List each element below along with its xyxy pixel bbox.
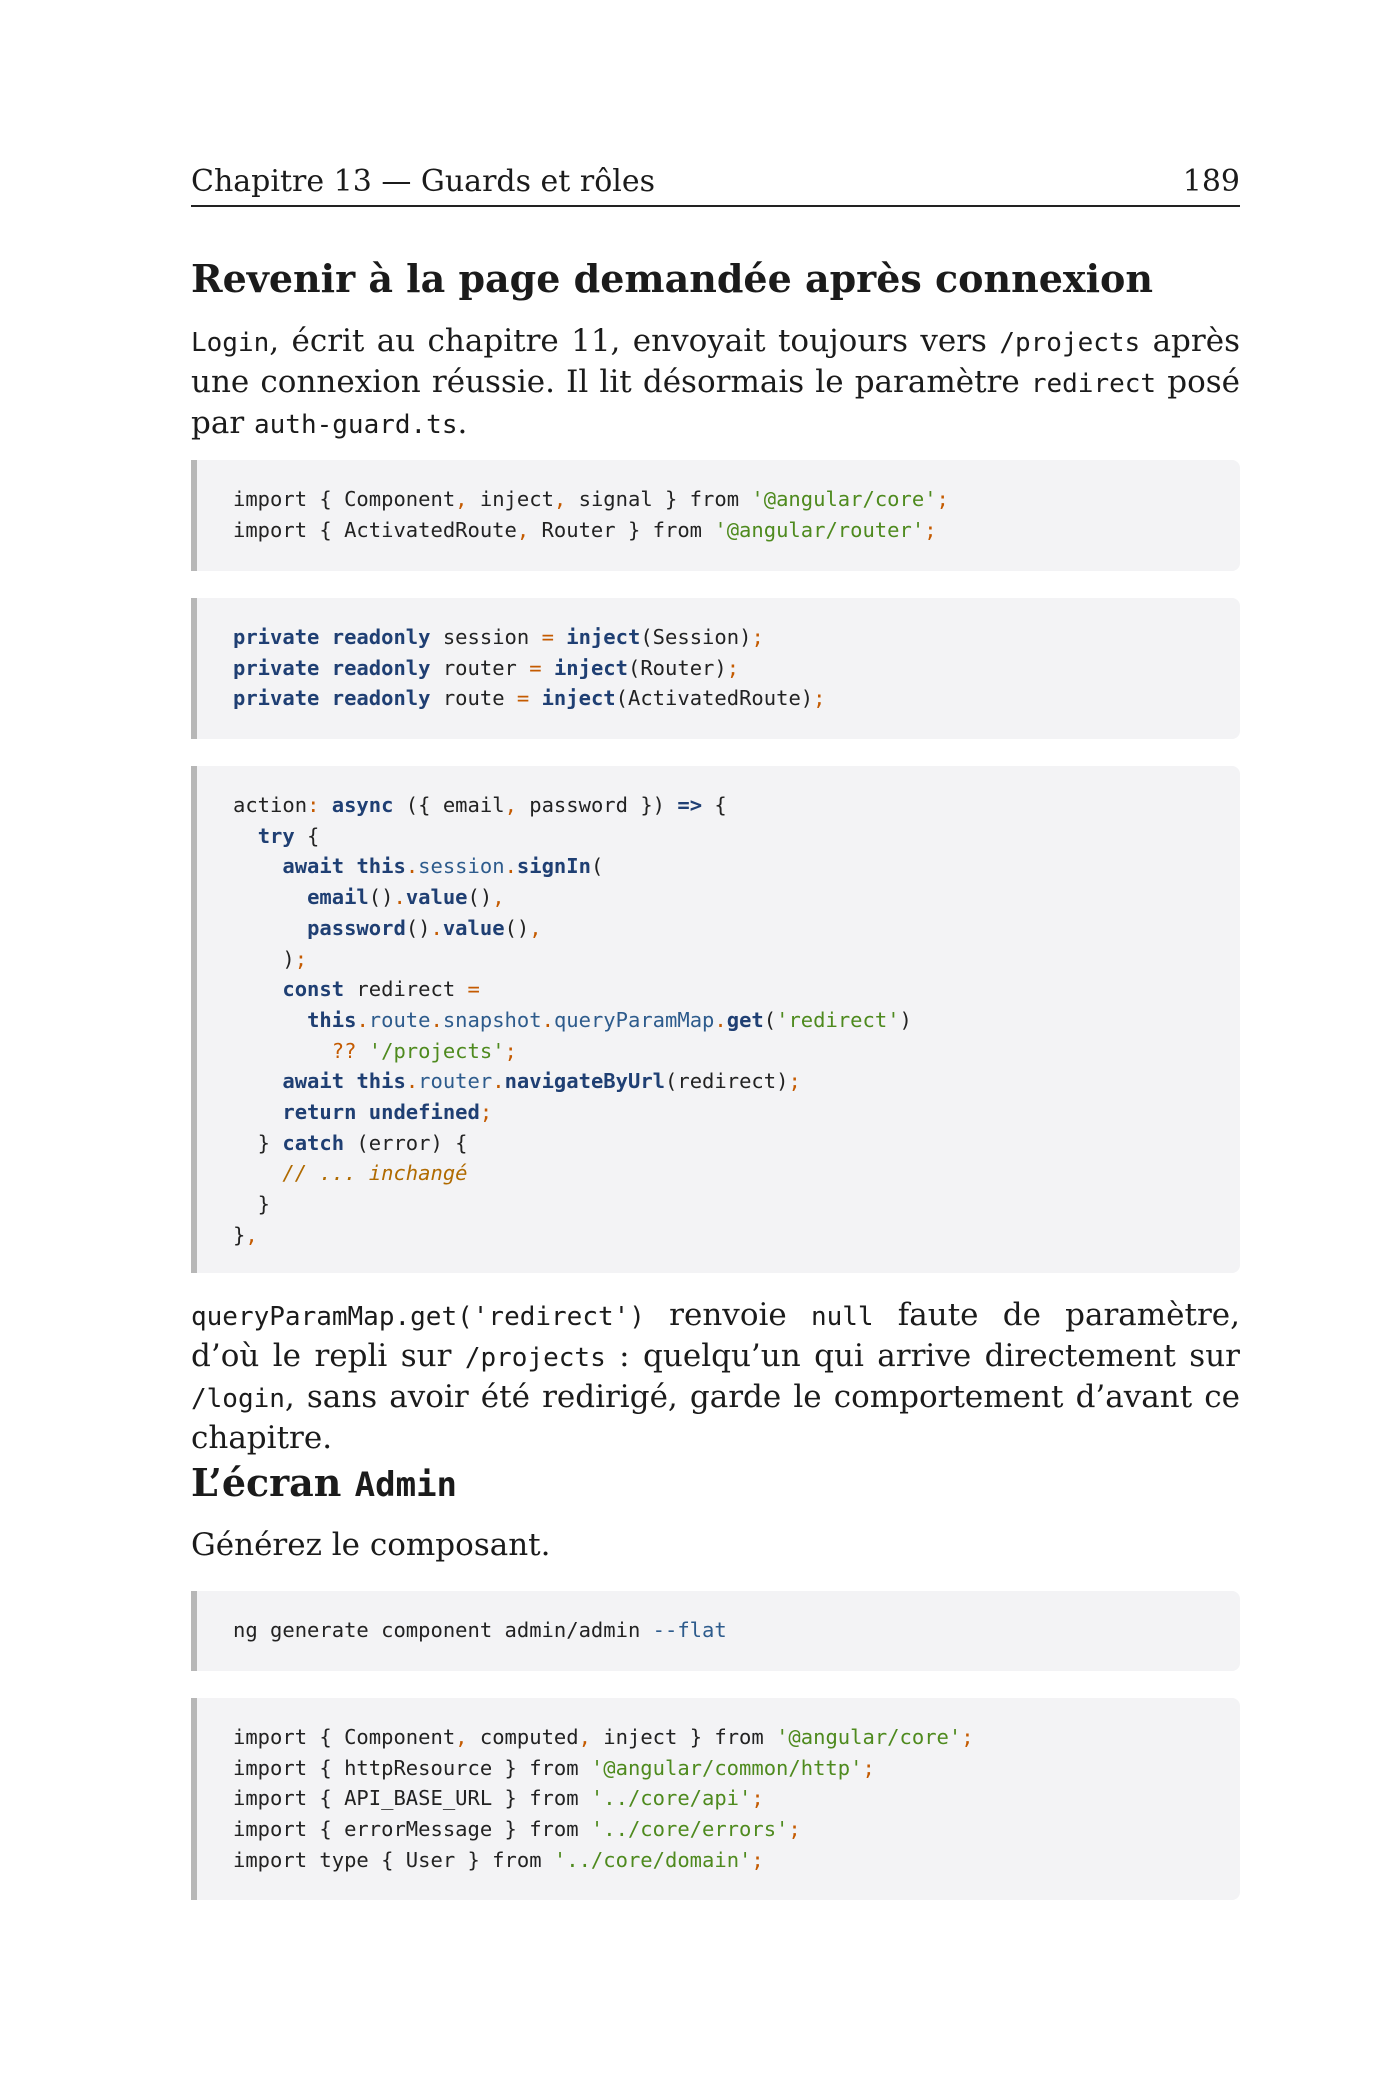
- code-line: }: [233, 1192, 271, 1217]
- code-line: await this.router.navigateByUrl(redirect);: [282, 1069, 801, 1094]
- code-line: this.route.snapshot.queryParamMap.get('redirect'): [307, 1007, 912, 1032]
- code-line: action: async ({ email, password }) => {: [233, 793, 727, 817]
- inline-code: /login: [191, 1384, 285, 1414]
- code-line: import type { User } from '../core/domain';: [233, 1847, 764, 1872]
- code-line: password().value(),: [307, 915, 542, 940]
- code-line: );: [233, 946, 308, 971]
- inline-code: null: [810, 1302, 874, 1332]
- code-line: ?? '/projects';: [331, 1038, 517, 1063]
- code-block-injections: [191, 598, 1240, 739]
- code-line: return undefined;: [282, 1100, 493, 1125]
- code-line: private readonly router = inject(Router);: [233, 655, 740, 680]
- inline-code: /projects: [999, 328, 1141, 358]
- inline-code: redirect: [1030, 369, 1157, 399]
- code-line: try {: [257, 823, 320, 848]
- code-block-action: [191, 766, 1240, 1273]
- code-line: private readonly session = inject(Session);: [233, 625, 764, 649]
- code-line: import { httpResource } from '@angular/common/http';: [233, 1755, 875, 1780]
- code-block-cli: [191, 1591, 1240, 1671]
- page-number: 189: [1182, 164, 1240, 199]
- inline-code: auth-guard.ts: [254, 410, 458, 440]
- explanation-paragraph: queryParamMap.get('redirect') renvoie null faute de paramètre, d’où le repli sur /projects : quelqu’un qui arrive directement sur /login, sans avoir été redirigé, garde le comportement d’avant ce chapitre.: [191, 1297, 1240, 1456]
- code-line: ng generate component admin/admin --flat: [233, 1618, 727, 1642]
- code-line: private readonly route = inject(ActivatedRoute);: [233, 686, 826, 711]
- intro-paragraph: Login, écrit au chapitre 11, envoyait toujours vers /projects après une connexion réussie. Il lit désormais le paramètre redirect posé par auth-guard.ts.: [191, 323, 1240, 441]
- generate-paragraph: Générez le composant.: [191, 1527, 551, 1563]
- inline-code: queryParamMap.get('redirect'): [191, 1302, 645, 1332]
- code-line: import { ActivatedRoute, Router } from '@angular/router';: [233, 517, 937, 542]
- code-block-imports: [191, 460, 1240, 571]
- chapter-title: Chapitre 13 — Guards et rôles: [191, 164, 656, 199]
- code-line: email().value(),: [307, 885, 505, 910]
- code-line: import { Component, computed, inject } from '@angular/core';: [233, 1725, 974, 1749]
- section-heading-redirect: Revenir à la page demandée après connexion: [191, 256, 1153, 301]
- code-line: await this.session.signIn(: [282, 854, 604, 879]
- code-line: const redirect =: [282, 977, 480, 1002]
- code-line: } catch (error) {: [233, 1130, 468, 1155]
- code-line: // ... inchangé: [282, 1161, 468, 1186]
- inline-code: Login: [191, 328, 270, 358]
- code-block-admin-imports: [191, 1698, 1240, 1900]
- code-line: import { API_BASE_URL } from '../core/api';: [233, 1786, 764, 1811]
- running-header: [191, 163, 1240, 207]
- section-heading-admin: L’écran Admin: [191, 1460, 458, 1505]
- heading-code: Admin: [354, 1465, 458, 1505]
- inline-code: /projects: [464, 1343, 606, 1373]
- code-line: import { Component, inject, signal } from '@angular/core';: [233, 487, 949, 511]
- code-line: import { errorMessage } from '../core/errors';: [233, 1817, 801, 1842]
- code-line: },: [233, 1222, 258, 1247]
